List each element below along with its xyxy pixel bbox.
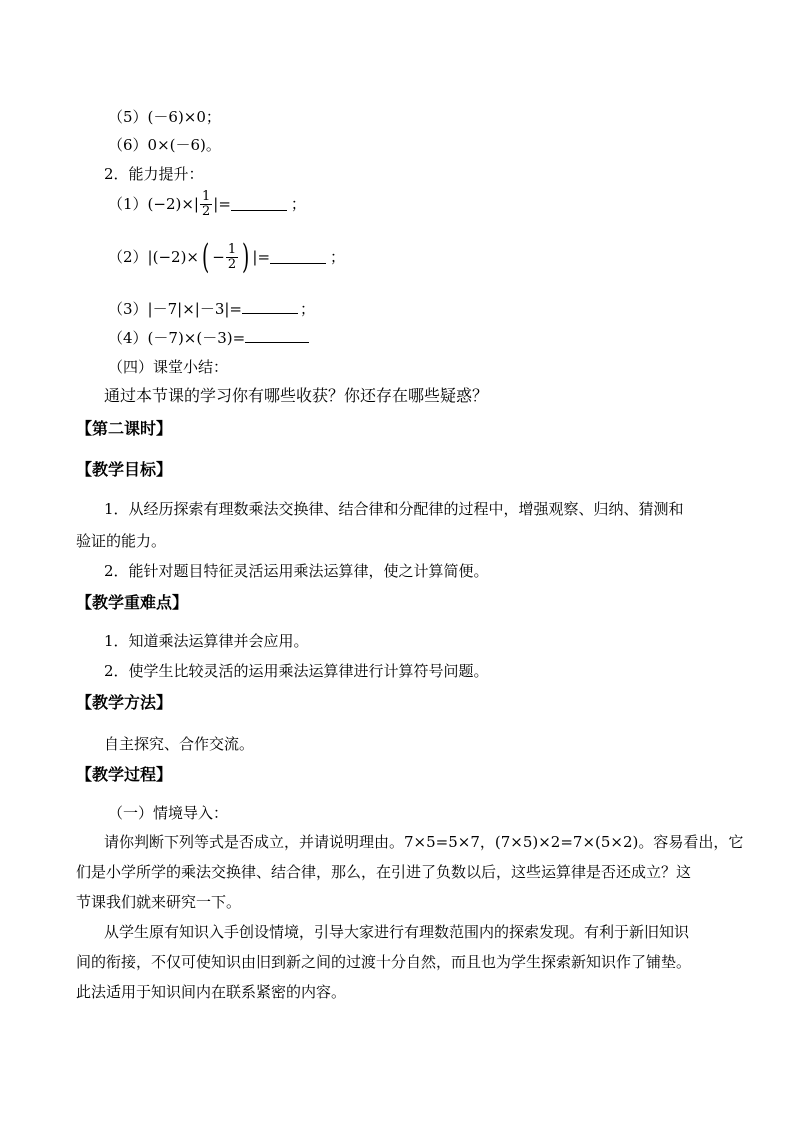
problem-2: [108, 236, 345, 278]
key-point-2: 2．使学生比较灵活的运用乘法运算律进行计算符号问题。: [104, 662, 489, 680]
problem-3: [108, 300, 315, 318]
right-paren-icon: ): [242, 237, 250, 277]
section-ability-heading: 2．能力提升：: [104, 165, 204, 183]
left-paren-icon: (: [201, 237, 210, 277]
abs-open: |: [147, 248, 153, 266]
problem-3-text: （3）|－7|×|－3|=: [108, 300, 242, 318]
teaching-method: 自主探究、合作交流。: [104, 735, 255, 753]
exercise-6: （6）0×(－6)。: [108, 136, 221, 154]
fraction-numerator: 1: [227, 241, 237, 257]
problem-1-expression: [148, 190, 306, 219]
design-note-line-1: 从学生原有知识入手创设情境，引导大家进行有理数范围内的探索发现。有利于新旧知识: [104, 923, 690, 941]
problem-4: [108, 329, 309, 347]
intro-heading: （一）情境导入：: [108, 804, 229, 822]
problem-2-lhs: (−2)×: [152, 248, 199, 266]
problem-3-end: ；: [299, 300, 315, 318]
fraction-denominator: 2: [202, 203, 211, 219]
key-point-1: 1．知道乘法运算律并会应用。: [104, 632, 309, 650]
abs-close: |=: [252, 248, 271, 266]
problem-1: [108, 186, 306, 222]
key-points-heading: 【教学重难点】: [76, 593, 189, 612]
problem-2-end: ；: [330, 248, 346, 266]
lesson-2-title: 【第二课时】: [76, 419, 173, 438]
design-note-line-3: 此法适用于知识间内在联系紧密的内容。: [76, 983, 347, 1001]
fraction-half: [200, 190, 212, 219]
teaching-method-heading: 【教学方法】: [76, 693, 173, 712]
answer-blank[interactable]: [270, 251, 326, 264]
teaching-goals-heading: 【教学目标】: [76, 460, 173, 479]
fraction-half: [226, 243, 238, 272]
goal-2: 2．能针对题目特征灵活运用乘法运算律，使之计算简便。: [104, 562, 489, 580]
teaching-process-heading: 【教学过程】: [76, 765, 173, 784]
problem-1-rhs: |=: [213, 195, 231, 213]
answer-blank[interactable]: [245, 330, 309, 343]
fraction-numerator: 1: [202, 188, 211, 204]
answer-blank[interactable]: [231, 198, 287, 211]
intro-line-2: 们是小学所学的乘法交换律、结合律，那么，在引进了负数以后，这些运算律是否还成立？这: [76, 863, 692, 881]
goal-1-line-1: 1．从经历探索有理数乘法交换律、结合律和分配律的过程中，增强观察、归纳、猜测和: [104, 500, 684, 518]
negative-sign: −: [212, 248, 225, 266]
answer-blank[interactable]: [242, 301, 298, 314]
summary-text: 通过本节课的学习你有哪些收获？你还存在哪些疑惑？: [104, 386, 489, 405]
exercise-5: （5）(－6)×0；: [108, 108, 221, 126]
intro-line-3: 节课我们就来研究一下。: [76, 893, 242, 911]
goal-1-line-2: 验证的能力。: [76, 532, 167, 550]
problem-2-expression: [147, 237, 346, 277]
fraction-denominator: 2: [227, 256, 237, 272]
summary-heading: （四）课堂小结：: [108, 358, 229, 376]
problem-1-end: ；: [290, 195, 306, 213]
problem-2-label: （2）: [108, 248, 148, 266]
problem-4-text: （4）(－7)×(－3)=: [108, 329, 246, 347]
problem-1-label: （1）: [108, 195, 148, 213]
problem-1-lhs: (−2)×|: [147, 195, 199, 213]
design-note-line-2: 间的衔接，不仅可使知识由旧到新之间的过渡十分自然，而且也为学生探索新知识作了铺垫。: [76, 953, 692, 971]
intro-line-1: 请你判断下列等式是否成立，并请说明理由。7×5=5×7，(7×5)×2=7×(5×2)。容易看出，它: [104, 833, 744, 851]
